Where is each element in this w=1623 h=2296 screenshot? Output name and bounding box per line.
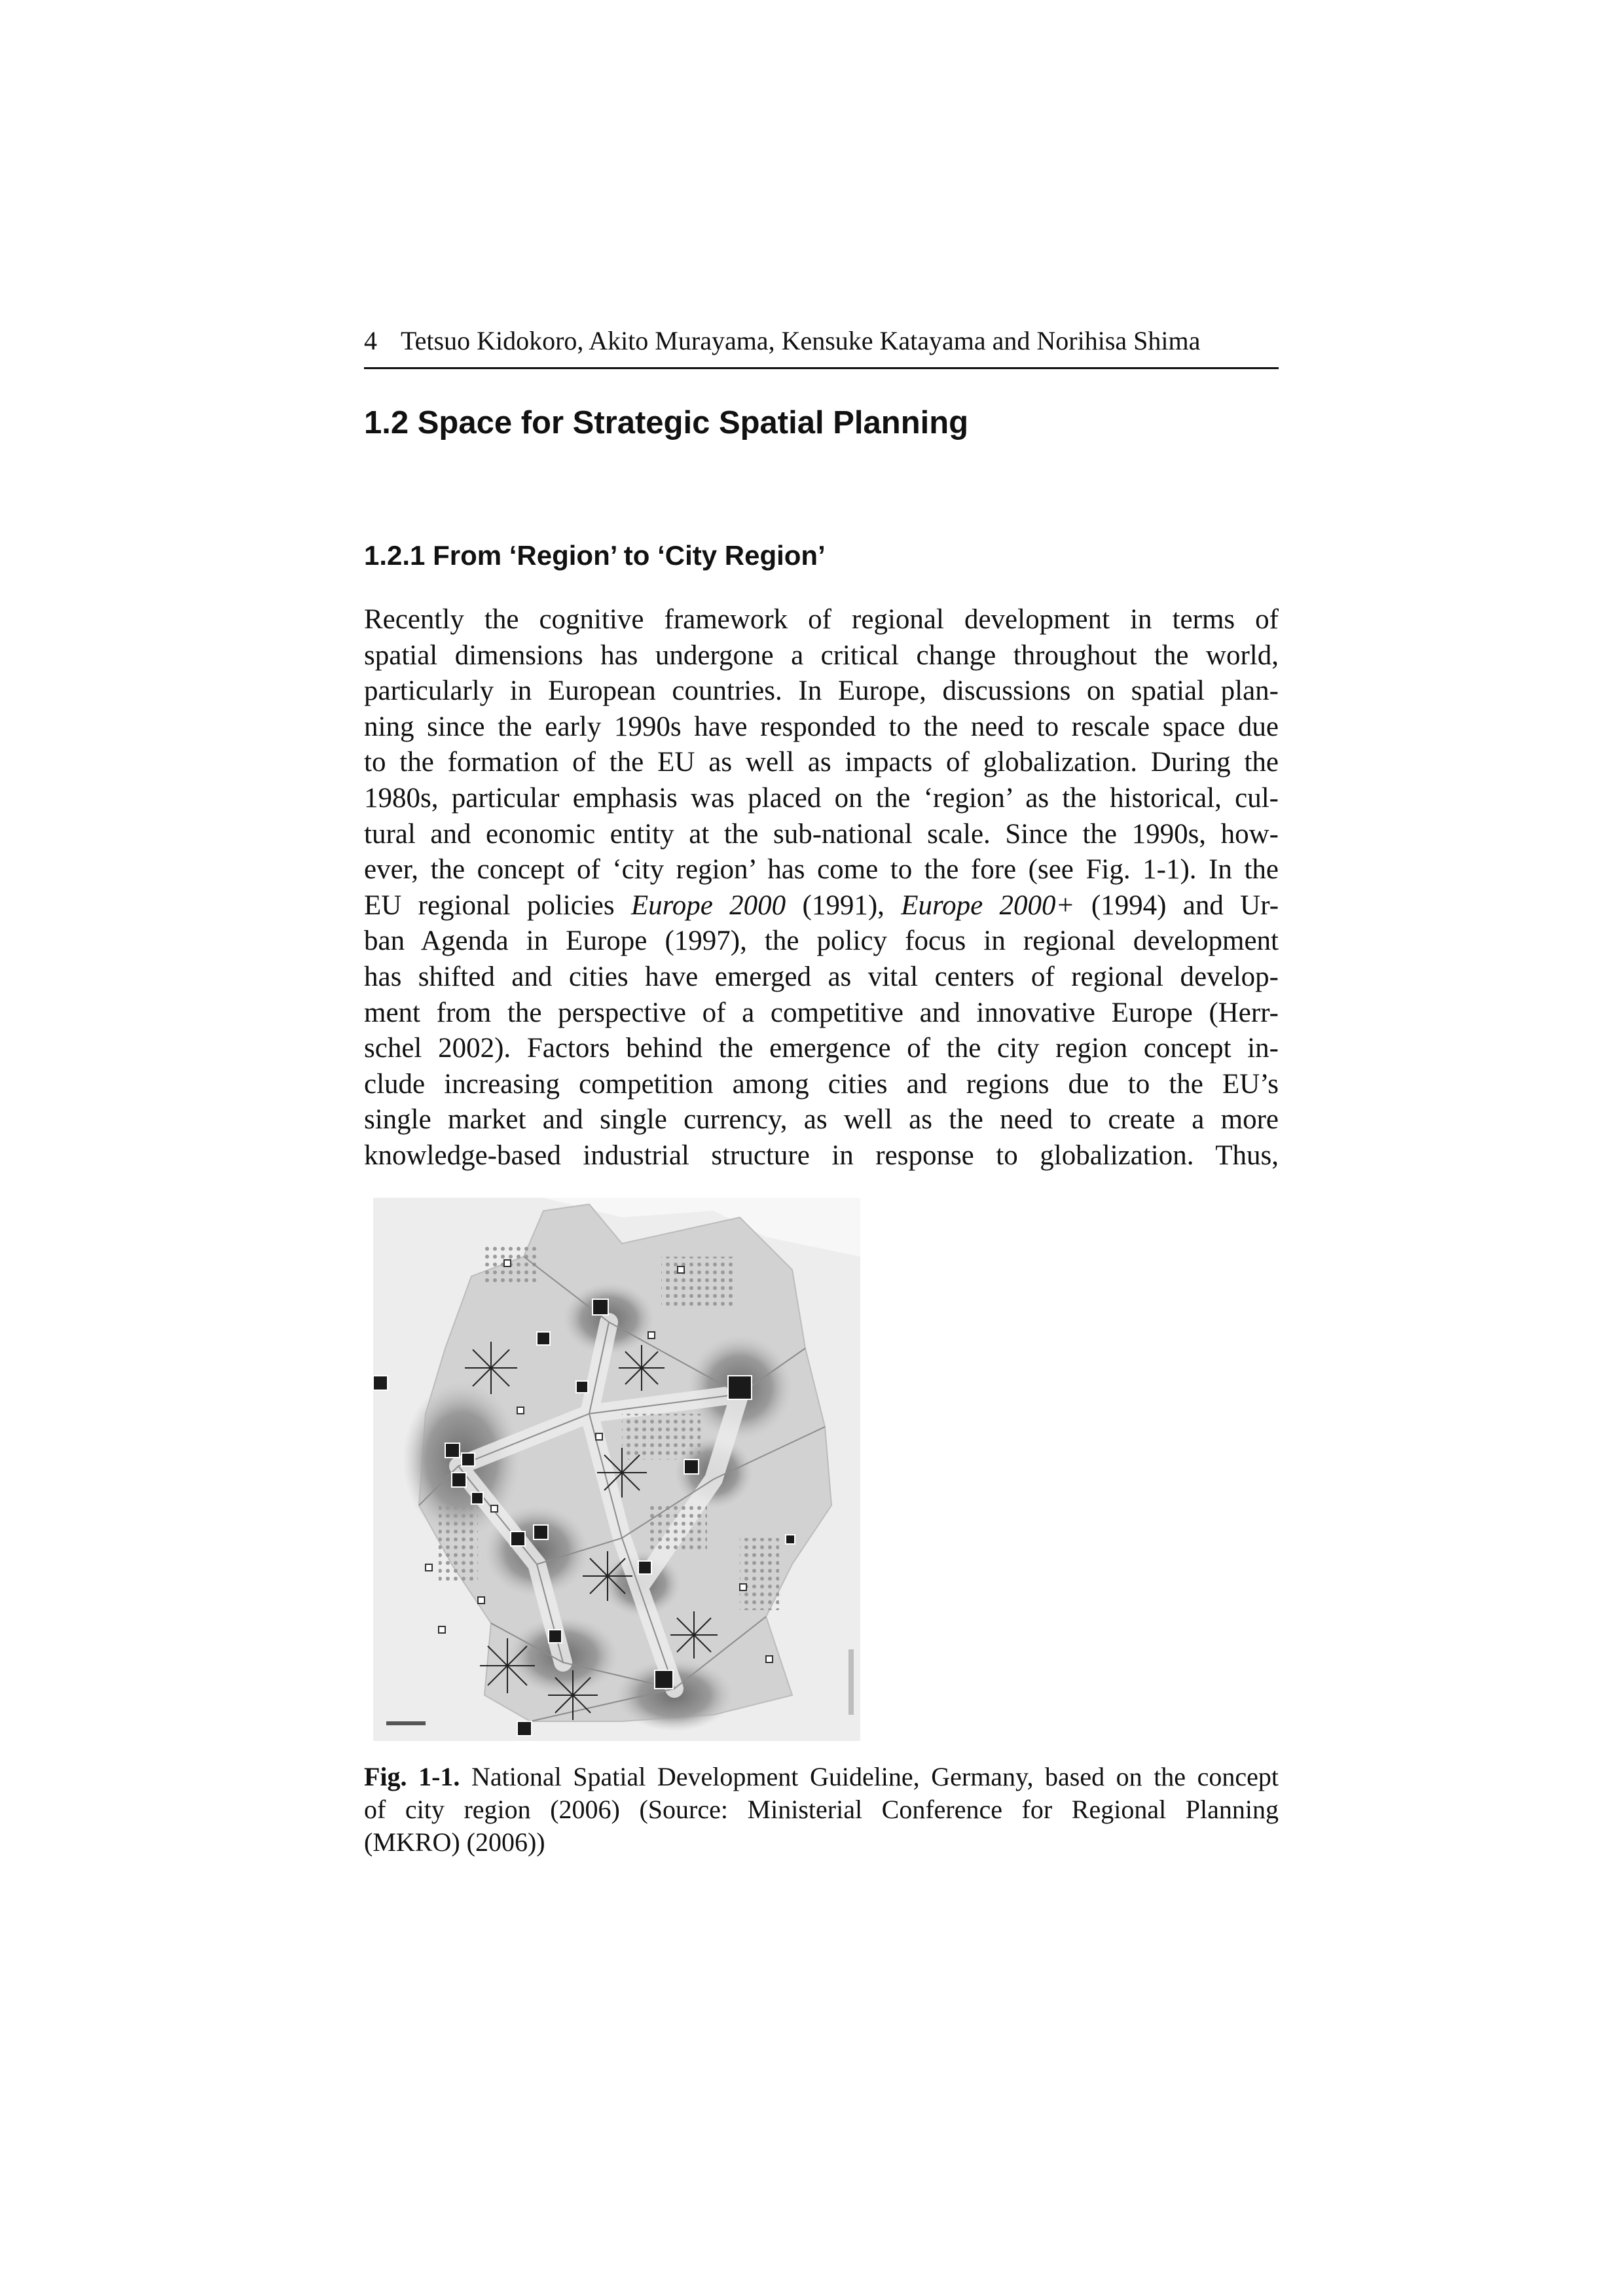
page-number: 4	[364, 326, 377, 355]
running-head-authors: Tetsuo Kidokoro, Akito Murayama, Kensuke Katayama and Norihisa Shima	[401, 326, 1201, 355]
body-line: knowledge-based industrial structure in response to globalization. Thus,	[364, 1139, 1279, 1171]
running-head	[364, 325, 1279, 369]
caption-line: (MKRO) (2006))	[364, 1827, 545, 1857]
section-heading: 1.2 Space for Strategic Spatial Planning	[364, 405, 969, 440]
caption-line	[364, 1761, 1279, 1793]
body-line: ment from the perspective of a competitive and innovative Europe (Herr-	[364, 997, 1279, 1028]
body-line: 1980s, particular emphasis was placed on the ‘region’ as the historical, cul-	[364, 782, 1279, 814]
body-line: ever, the concept of ‘city region’ has come to the fore (see Fig. 1-1). In the	[364, 854, 1279, 886]
body-line-with-italics	[364, 888, 1279, 924]
figure-label: Fig. 1-1.	[364, 1762, 460, 1791]
caption-text: National Spatial Development Guideline, Germany, based on the concept	[460, 1762, 1279, 1791]
caption-line: of city region (2006) (Source: Ministerial Conference for Regional Planning	[364, 1795, 1279, 1824]
body-line: ning since the early 1990s have responded to the need to rescale space due	[364, 711, 1279, 742]
figure-caption	[364, 1761, 1279, 1859]
figure-germany-map	[373, 1198, 860, 1741]
body-text-segment: (1994) and Ur-	[1074, 889, 1279, 921]
body-line: clude increasing competition among cities and regions due to the EU’s	[364, 1068, 1279, 1100]
body-line: Recently the cognitive framework of regional development in terms of	[364, 604, 1279, 635]
body-line: tural and economic entity at the sub-national scale. Since the 1990s, how-	[364, 818, 1279, 850]
body-line: has shifted and cities have emerged as vital centers of regional develop-	[364, 961, 1279, 992]
body-line: schel 2002). Factors behind the emergence of the city region concept in-	[364, 1033, 1279, 1064]
body-line: ban Agenda in Europe (1997), the policy focus in regional development	[364, 925, 1279, 957]
body-line: particularly in European countries. In Europe, discussions on spatial plan-	[364, 675, 1279, 707]
body-line: spatial dimensions has undergone a critical change throughout the world,	[364, 639, 1279, 671]
policy-title-europe-2000-plus: Europe 2000+	[901, 889, 1075, 921]
body-text-segment: (1991),	[786, 889, 902, 921]
germany-map-illustration	[373, 1198, 860, 1741]
body-text-segment: EU regional policies	[364, 889, 631, 921]
body-paragraph	[364, 602, 1279, 1174]
body-line: to the formation of the EU as well as impacts of globalization. During the	[364, 747, 1279, 778]
subsection-heading: 1.2.1 From ‘Region’ to ‘City Region’	[364, 540, 826, 571]
policy-title-europe-2000: Europe 2000	[630, 889, 786, 921]
body-line: single market and single currency, as well as the need to create a more	[364, 1104, 1279, 1136]
